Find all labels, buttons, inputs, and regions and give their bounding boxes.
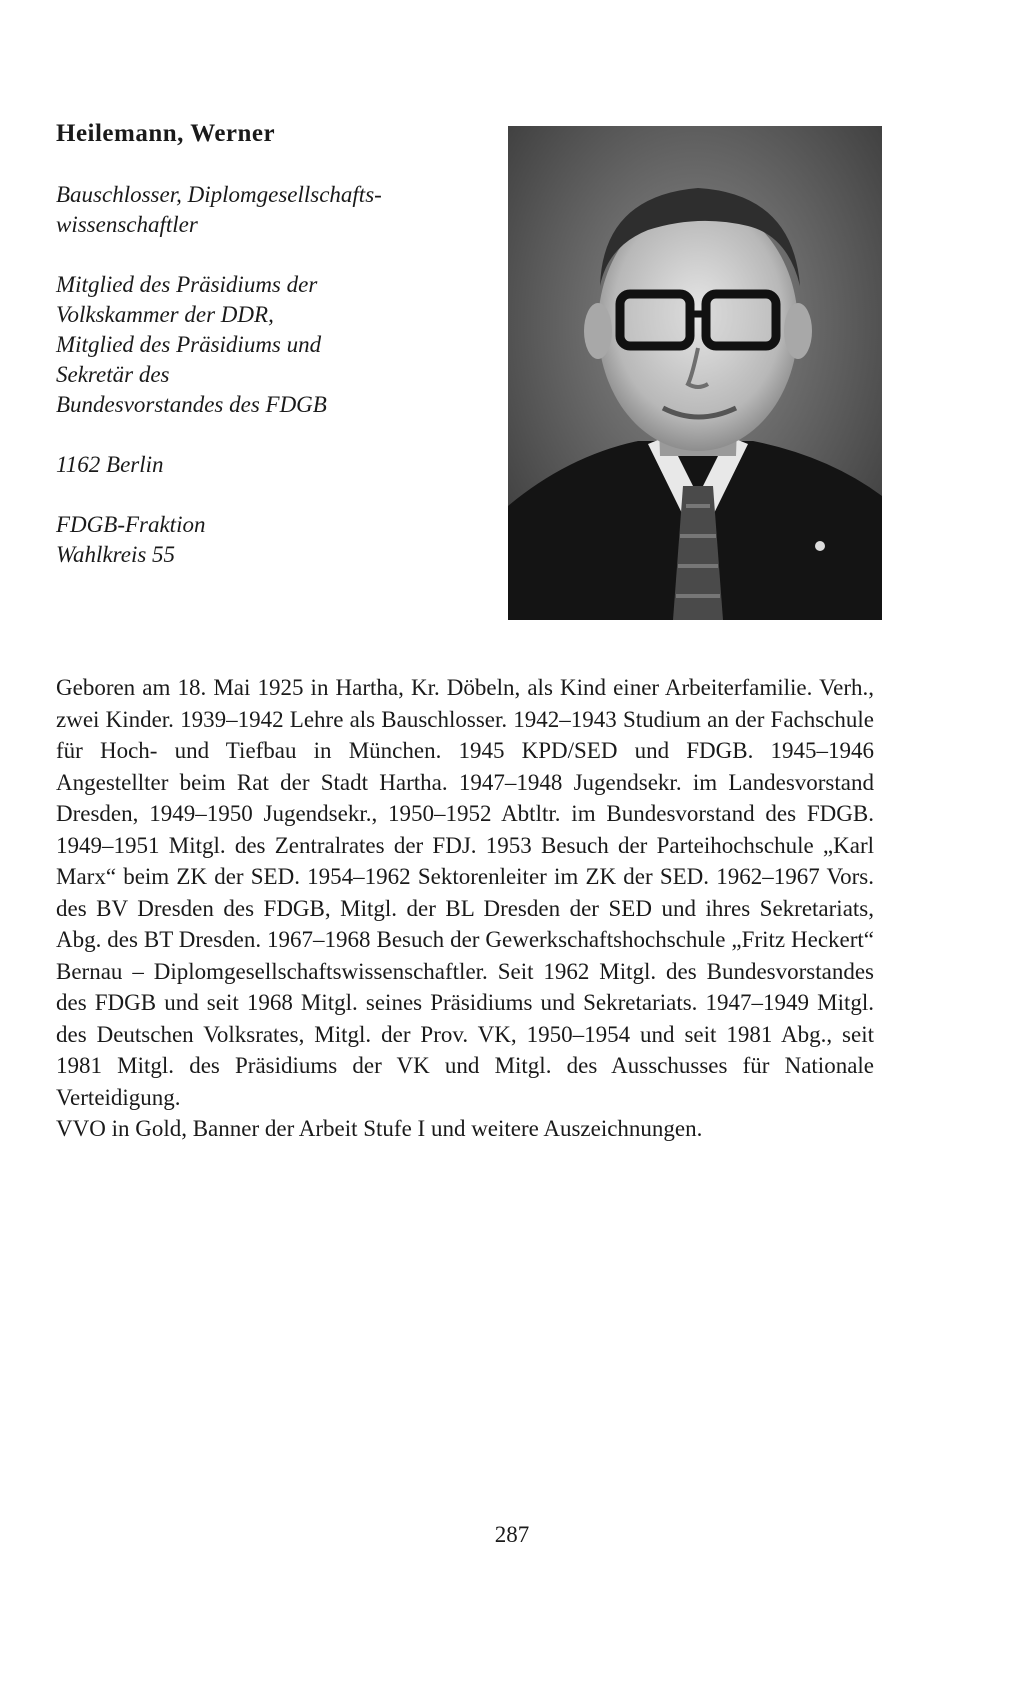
function-line: Bundesvorstandes des FDGB: [56, 392, 327, 417]
profession-line: Bauschlosser, Diplomgesellschafts-: [56, 182, 382, 207]
faction-line: FDGB-Fraktion: [56, 512, 206, 537]
portrait-photo: [508, 126, 882, 620]
entry-header: [56, 118, 486, 600]
awards-paragraph: VVO in Gold, Banner der Arbeit Stufe I und weitere Auszeichnungen.: [56, 1116, 703, 1141]
function-line: Mitglied des Präsidiums der: [56, 272, 318, 297]
function-line: Mitglied des Präsidiums und: [56, 332, 322, 357]
portrait-photo-graphic: [508, 126, 882, 620]
functions: [56, 270, 486, 420]
biography-paragraph: Geboren am 18. Mai 1925 in Hartha, Kr. Döbeln, als Kind einer Arbeiterfamilie. Verh., zwei Kinder. 1939–1942 Lehre als Bauschlosser. 1942–1943 Studium an der Fachschule für Hoch- und Tiefbau in München. 1945 KPD/SED und FDGB. 1945–1946 Angestellter beim Rat der Stadt Hartha. 1947–1948 Jugendsekr. im Landesvorstand Dresden, 1949–1950 Jugendsekr., 1950–1952 Abtltr. im Bundesvorstand des FDGB. 1949–1951 Mitgl. des Zentralrates der FDJ. 1953 Besuch der Parteihochschule „Karl Marx“ beim ZK der SED. 1954–1962 Sektorenleiter im ZK der SED. 1962–1967 Vors. des BV Dresden des FDGB, Mitgl. der BL Dresden der SED und ihres Sekretariats, Abg. des BT Dresden. 1967–1968 Besuch der Gewerkschaftshochschule „Fritz Heckert“ Bernau – Diplomgesellschaftswissenschaftler. Seit 1962 Mitgl. des Bundesvorstandes des FDGB und seit 1968 Mitgl. seines Präsidiums und Sekretariats. 1947–1949 Mitgl. des Deutschen Volksrates, Mitgl. der Prov. VK, 1950–1954 und seit 1981 Abg., seit 1981 Mitgl. des Präsidiums der VK und Mitgl. des Ausschusses für Nationale Verteidigung.: [56, 675, 874, 1110]
profession: [56, 180, 486, 240]
faction: [56, 510, 486, 570]
constituency-line: Wahlkreis 55: [56, 542, 176, 567]
page-number: 287: [494, 1522, 530, 1547]
person-name: Heilemann, Werner: [56, 120, 276, 147]
location: [56, 450, 486, 480]
location-line: 1162 Berlin: [56, 452, 164, 477]
profession-line: wissenschaftler: [56, 212, 198, 237]
function-line: Volkskammer der DDR,: [56, 302, 274, 327]
function-line: Sekretär des: [56, 362, 170, 387]
biography: [56, 672, 874, 1145]
